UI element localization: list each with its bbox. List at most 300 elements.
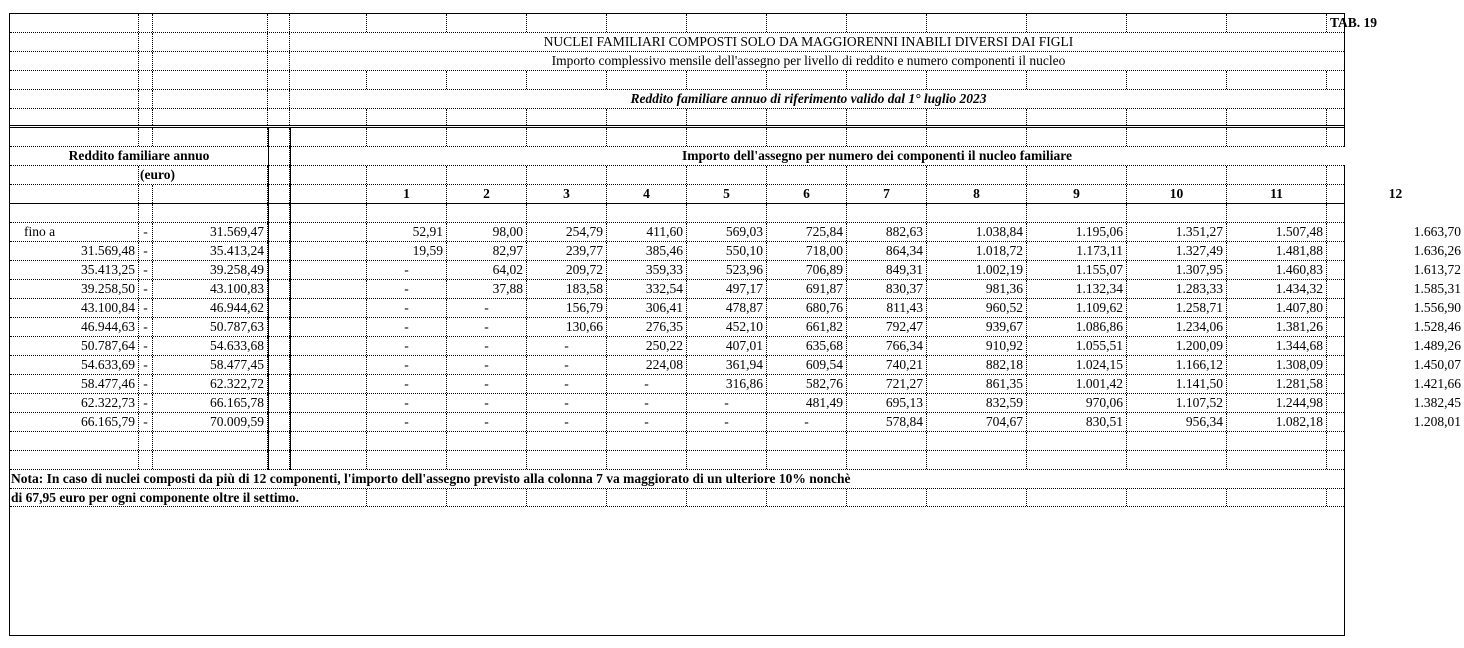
allowance-value: -	[607, 413, 687, 431]
grid-cell	[847, 14, 927, 32]
allowance-value: 1.002,19	[927, 261, 1027, 279]
allowance-value: 882,63	[847, 223, 927, 241]
allowance-value: 183,58	[527, 280, 607, 298]
allowance-value: 1.155,07	[1027, 261, 1127, 279]
allowance-value: 1.024,15	[1027, 356, 1127, 374]
allowance-value: 1.107,52	[1127, 394, 1227, 412]
grid-cell	[290, 14, 367, 32]
allowance-value: 332,54	[607, 280, 687, 298]
header-row	[10, 147, 1344, 166]
allowance-value: 1.556,90	[1413, 300, 1461, 315]
grid-cell	[847, 432, 927, 450]
allowance-value: 830,37	[847, 280, 927, 298]
range-dash: -	[139, 261, 153, 279]
income-to: 35.413,24	[153, 242, 268, 260]
table-row	[10, 299, 1461, 318]
range-dash: -	[139, 413, 153, 431]
grid-cell	[687, 14, 767, 32]
range-dash: -	[139, 299, 153, 317]
table-row	[10, 280, 1461, 299]
allowance-value: 1.381,26	[1227, 318, 1327, 336]
reference-period: Reddito familiare annuo di riferimento valido dal 1° luglio 2023	[290, 90, 1327, 108]
allowance-value: 1.421,66	[1413, 376, 1461, 391]
allowance-value: -	[447, 394, 527, 412]
income-from: 46.944,63	[10, 318, 139, 336]
income-to: 62.322,72	[153, 375, 268, 393]
grid-cell	[268, 204, 290, 222]
grid-cell	[10, 451, 139, 469]
grid-cell	[290, 356, 367, 374]
allowance-value: -	[367, 261, 447, 279]
grid-cell	[927, 432, 1027, 450]
grid-cell	[290, 413, 367, 431]
grid-cell	[268, 280, 290, 298]
table-row	[10, 223, 1461, 242]
spacer-row	[10, 109, 1344, 128]
allowance-value: 704,67	[927, 413, 1027, 431]
grid-cell	[1127, 204, 1227, 222]
grid-cell	[847, 166, 927, 184]
allowance-value: 864,34	[847, 242, 927, 260]
allowance-value: 276,35	[607, 318, 687, 336]
range-dash: -	[139, 223, 153, 241]
grid-cell	[1327, 204, 1464, 222]
grid-cell	[527, 489, 607, 506]
column-header-8: 8	[927, 185, 1027, 203]
allowance-value: 740,21	[847, 356, 927, 374]
grid-cell	[1027, 109, 1127, 125]
grid-cell	[10, 90, 139, 108]
grid-cell	[153, 33, 268, 51]
allowance-value: 578,84	[847, 413, 927, 431]
allowance-value: -	[447, 413, 527, 431]
range-dash: -	[139, 375, 153, 393]
grid-cell	[268, 33, 290, 51]
grid-cell	[527, 204, 607, 222]
allowance-value: 706,89	[767, 261, 847, 279]
allowance-value: -	[367, 356, 447, 374]
allowance-value: -	[527, 337, 607, 355]
allowance-value: 316,86	[687, 375, 767, 393]
table-row	[10, 242, 1461, 261]
allowance-value: -	[367, 318, 447, 336]
allowance-value: 452,10	[687, 318, 767, 336]
subtitle-row	[10, 52, 1344, 71]
allowance-value: 82,97	[447, 242, 527, 260]
grid-cell	[10, 33, 139, 51]
grid-cell	[290, 204, 367, 222]
grid-cell	[1027, 128, 1127, 146]
range-dash: -	[139, 394, 153, 412]
allowance-value: 792,47	[847, 318, 927, 336]
grid-cell	[10, 185, 139, 203]
income-from: fino a	[10, 223, 139, 241]
grid-cell	[367, 451, 447, 469]
grid-cell	[687, 166, 767, 184]
income-to: 43.100,83	[153, 280, 268, 298]
grid-cell	[607, 204, 687, 222]
grid-cell	[290, 185, 367, 203]
income-unit: (euro)	[140, 166, 190, 184]
income-to: 50.787,63	[153, 318, 268, 336]
grid-cell	[927, 166, 1027, 184]
allowance-value: -	[367, 280, 447, 298]
table-subtitle: Importo complessivo mensile dell'assegno per livello di reddito e numero componenti il nucleo	[290, 52, 1327, 70]
grid-cell	[290, 489, 367, 506]
grid-cell	[847, 128, 927, 146]
income-from: 31.569,48	[10, 242, 139, 260]
table-row	[10, 413, 1461, 432]
grid-cell	[139, 451, 153, 469]
allowance-table	[9, 13, 1461, 636]
income-to: 58.477,45	[153, 356, 268, 374]
allowance-value: 254,79	[527, 223, 607, 241]
column-header-11: 11	[1227, 185, 1327, 203]
grid-cell	[527, 166, 607, 184]
allowance-value: -	[447, 356, 527, 374]
grid-cell	[268, 109, 290, 125]
grid-cell	[290, 280, 367, 298]
allowance-value: -	[527, 375, 607, 393]
range-dash: -	[139, 356, 153, 374]
allowance-value: 1.489,26	[1413, 338, 1461, 353]
allowance-value: 1.234,06	[1127, 318, 1227, 336]
column-header-2: 2	[447, 185, 527, 203]
grid-cell	[527, 432, 607, 450]
grid-cell	[767, 128, 847, 146]
grid-cell	[1227, 166, 1327, 184]
grid-cell	[268, 299, 290, 317]
allowance-value: 98,00	[447, 223, 527, 241]
grid-cell	[153, 451, 268, 469]
spacer-row	[10, 451, 1344, 470]
grid-cell	[268, 261, 290, 279]
grid-cell	[1327, 432, 1464, 450]
allowance-value: 830,51	[1027, 413, 1127, 431]
section-separator	[290, 128, 291, 470]
allowance-value: 306,41	[607, 299, 687, 317]
allowance-value: 209,72	[527, 261, 607, 279]
grid-cell	[1027, 204, 1127, 222]
grid-cell	[367, 432, 447, 450]
grid-cell	[10, 128, 139, 146]
allowance-value: 37,88	[447, 280, 527, 298]
grid-cell	[1327, 128, 1464, 146]
column-number-row	[10, 185, 1403, 204]
grid-cell	[687, 451, 767, 469]
grid-cell	[927, 128, 1027, 146]
grid-cell	[1327, 71, 1464, 89]
allowance-value: 960,52	[927, 299, 1027, 317]
allowance-value: 1.208,01	[1413, 414, 1461, 429]
allowance-value: 1.166,12	[1127, 356, 1227, 374]
grid-cell	[1027, 451, 1127, 469]
income-to: 54.633,68	[153, 337, 268, 355]
grid-cell	[687, 71, 767, 89]
allowance-header: Importo dell'assegno per numero dei componenti il nucleo familiare	[290, 147, 1464, 165]
allowance-value: -	[527, 413, 607, 431]
grid-cell	[847, 109, 927, 125]
income-to: 39.258,49	[153, 261, 268, 279]
allowance-value: 1.200,09	[1127, 337, 1227, 355]
allowance-value: 718,00	[767, 242, 847, 260]
grid-cell	[290, 109, 367, 125]
note-row	[10, 470, 1344, 489]
allowance-value: 52,91	[367, 223, 447, 241]
grid-cell	[153, 109, 268, 125]
grid-cell	[10, 71, 139, 89]
table-row	[10, 318, 1461, 337]
allowance-value: 970,06	[1027, 394, 1127, 412]
grid-cell	[447, 14, 527, 32]
column-header-12: 12	[1388, 186, 1403, 201]
grid-cell	[139, 432, 153, 450]
grid-cell	[1227, 432, 1327, 450]
allowance-value: 725,84	[767, 223, 847, 241]
grid-cell	[367, 71, 447, 89]
allowance-value: 1.327,49	[1127, 242, 1227, 260]
grid-cell	[927, 204, 1027, 222]
grid-cell	[527, 71, 607, 89]
allowance-value: 411,60	[607, 223, 687, 241]
income-from: 35.413,25	[10, 261, 139, 279]
grid-cell	[527, 451, 607, 469]
allowance-value: 635,68	[767, 337, 847, 355]
allowance-value: 1.663,70	[1413, 224, 1461, 239]
allowance-value: 1.585,31	[1413, 281, 1461, 296]
allowance-value: 766,34	[847, 337, 927, 355]
allowance-value: -	[447, 337, 527, 355]
allowance-value: 497,17	[687, 280, 767, 298]
column-header-9: 9	[1027, 185, 1127, 203]
grid-cell	[1127, 432, 1227, 450]
allowance-value: 721,27	[847, 375, 927, 393]
grid-cell	[847, 204, 927, 222]
grid-cell	[927, 451, 1027, 469]
allowance-value: 19,59	[367, 242, 447, 260]
grid-cell	[10, 52, 139, 70]
grid-cell	[447, 109, 527, 125]
grid-cell	[1327, 166, 1464, 184]
allowance-value: 1.086,86	[1027, 318, 1127, 336]
grid-cell	[1127, 71, 1227, 89]
grid-cell	[927, 489, 1027, 506]
range-dash: -	[139, 242, 153, 260]
income-to: 46.944,62	[153, 299, 268, 317]
allowance-value: 1.507,48	[1227, 223, 1327, 241]
allowance-value: 910,92	[927, 337, 1027, 355]
grid-cell	[1227, 489, 1327, 506]
grid-cell	[290, 71, 367, 89]
spacer-row	[10, 128, 1344, 147]
grid-cell	[927, 71, 1027, 89]
grid-cell	[767, 489, 847, 506]
grid-cell	[268, 128, 290, 146]
table-tag: TAB. 19	[1330, 15, 1378, 30]
allowance-value: -	[527, 394, 607, 412]
allowance-value: 224,08	[607, 356, 687, 374]
allowance-value: 1.195,06	[1027, 223, 1127, 241]
allowance-value: 1.132,34	[1027, 280, 1127, 298]
allowance-value: 609,54	[767, 356, 847, 374]
grid-cell	[1327, 109, 1464, 125]
grid-cell	[767, 71, 847, 89]
grid-cell	[367, 489, 447, 506]
grid-cell	[447, 166, 527, 184]
allowance-value: 481,49	[767, 394, 847, 412]
allowance-value: 550,10	[687, 242, 767, 260]
allowance-value: 1.434,32	[1227, 280, 1327, 298]
allowance-value: 1.281,58	[1227, 375, 1327, 393]
grid-cell	[10, 109, 139, 125]
grid-cell	[527, 109, 607, 125]
allowance-value: 1.082,18	[1227, 413, 1327, 431]
grid-cell	[268, 394, 290, 412]
allowance-value: 1.001,42	[1027, 375, 1127, 393]
column-header-3: 3	[527, 185, 607, 203]
grid-cell	[1127, 166, 1227, 184]
grid-cell	[268, 52, 290, 70]
grid-cell	[290, 166, 367, 184]
income-from: 43.100,84	[10, 299, 139, 317]
grid-cell	[268, 318, 290, 336]
tag-row	[10, 14, 1378, 33]
grid-cell	[447, 71, 527, 89]
grid-cell	[687, 204, 767, 222]
grid-cell	[268, 185, 290, 203]
allowance-value: -	[767, 413, 847, 431]
grid-cell	[767, 204, 847, 222]
allowance-value: -	[687, 413, 767, 431]
allowance-value: 680,76	[767, 299, 847, 317]
grid-cell	[687, 432, 767, 450]
grid-cell	[847, 71, 927, 89]
grid-cell	[268, 375, 290, 393]
grid-cell	[290, 451, 367, 469]
grid-cell	[139, 90, 153, 108]
grid-cell	[687, 128, 767, 146]
grid-cell	[1327, 52, 1464, 70]
range-dash: -	[139, 318, 153, 336]
allowance-value: -	[447, 318, 527, 336]
grid-cell	[367, 128, 447, 146]
grid-cell	[10, 14, 139, 32]
income-header: Reddito familiare annuo	[10, 147, 268, 165]
grid-cell	[367, 109, 447, 125]
allowance-value: 695,13	[847, 394, 927, 412]
table-row	[10, 261, 1461, 280]
allowance-value: 1.173,11	[1027, 242, 1127, 260]
grid-cell	[290, 337, 367, 355]
allowance-value: 956,34	[1127, 413, 1227, 431]
grid-cell	[153, 204, 268, 222]
grid-cell	[268, 71, 290, 89]
note-line-1: Nota: In caso di nuclei composti da più di 12 componenti, l'importo dell'assegno previsto alla colonna 7 va maggiorato di un ulteriore 10% nonchè	[10, 470, 1328, 488]
allowance-value: 1.141,50	[1127, 375, 1227, 393]
income-from: 66.165,79	[10, 413, 139, 431]
range-dash: -	[139, 280, 153, 298]
allowance-value: -	[367, 413, 447, 431]
table-row	[10, 356, 1461, 375]
allowance-value: -	[607, 375, 687, 393]
grid-cell	[290, 261, 367, 279]
grid-cell	[139, 52, 153, 70]
grid-cell	[1227, 14, 1327, 32]
income-from: 58.477,46	[10, 375, 139, 393]
allowance-value: 1.382,45	[1413, 395, 1461, 410]
spacer-row	[10, 71, 1344, 90]
grid-cell	[1227, 451, 1327, 469]
allowance-value: 1.308,09	[1227, 356, 1327, 374]
grid-cell	[1227, 71, 1327, 89]
grid-cell	[367, 14, 447, 32]
grid-cell	[847, 451, 927, 469]
title-row	[10, 33, 1344, 52]
grid-cell	[607, 451, 687, 469]
grid-cell	[767, 432, 847, 450]
grid-cell	[153, 432, 268, 450]
grid-cell	[139, 204, 153, 222]
allowance-value: 130,66	[527, 318, 607, 336]
income-to: 70.009,59	[153, 413, 268, 431]
allowance-value: 64,02	[447, 261, 527, 279]
allowance-value: 1.038,84	[927, 223, 1027, 241]
grid-cell	[268, 242, 290, 260]
grid-cell	[527, 14, 607, 32]
allowance-value: 1.450,07	[1413, 357, 1461, 372]
allowance-value: -	[447, 299, 527, 317]
grid-cell	[1127, 451, 1227, 469]
allowance-value: 1.244,98	[1227, 394, 1327, 412]
grid-cell	[1027, 489, 1127, 506]
grid-cell	[139, 109, 153, 125]
table-row	[10, 337, 1461, 356]
allowance-value: 939,67	[927, 318, 1027, 336]
note-row	[10, 489, 1344, 507]
grid-cell	[1327, 451, 1464, 469]
allowance-value: 1.258,71	[1127, 299, 1227, 317]
grid-cell	[447, 204, 527, 222]
section-separator	[268, 128, 269, 470]
unit-row	[10, 166, 1344, 185]
grid-cell	[1127, 14, 1227, 32]
grid-cell	[1227, 128, 1327, 146]
grid-cell	[607, 166, 687, 184]
grid-cell	[290, 223, 367, 241]
grid-cell	[10, 166, 139, 184]
grid-cell	[607, 432, 687, 450]
grid-cell	[290, 299, 367, 317]
grid-cell	[1227, 109, 1327, 125]
grid-cell	[268, 90, 290, 108]
grid-cell	[153, 71, 268, 89]
table-title: NUCLEI FAMILIARI COMPOSTI SOLO DA MAGGIORENNI INABILI DIVERSI DAI FIGLI	[290, 33, 1327, 51]
income-from: 50.787,64	[10, 337, 139, 355]
grid-cell	[139, 128, 153, 146]
range-dash: -	[139, 337, 153, 355]
allowance-value: -	[367, 394, 447, 412]
allowance-value: 1.351,27	[1127, 223, 1227, 241]
grid-cell	[268, 166, 290, 184]
allowance-value: -	[367, 299, 447, 317]
grid-cell	[268, 337, 290, 355]
allowance-value: -	[527, 356, 607, 374]
grid-cell	[290, 318, 367, 336]
grid-cell	[268, 223, 290, 241]
grid-cell	[607, 71, 687, 89]
grid-cell	[767, 14, 847, 32]
grid-cell	[139, 71, 153, 89]
